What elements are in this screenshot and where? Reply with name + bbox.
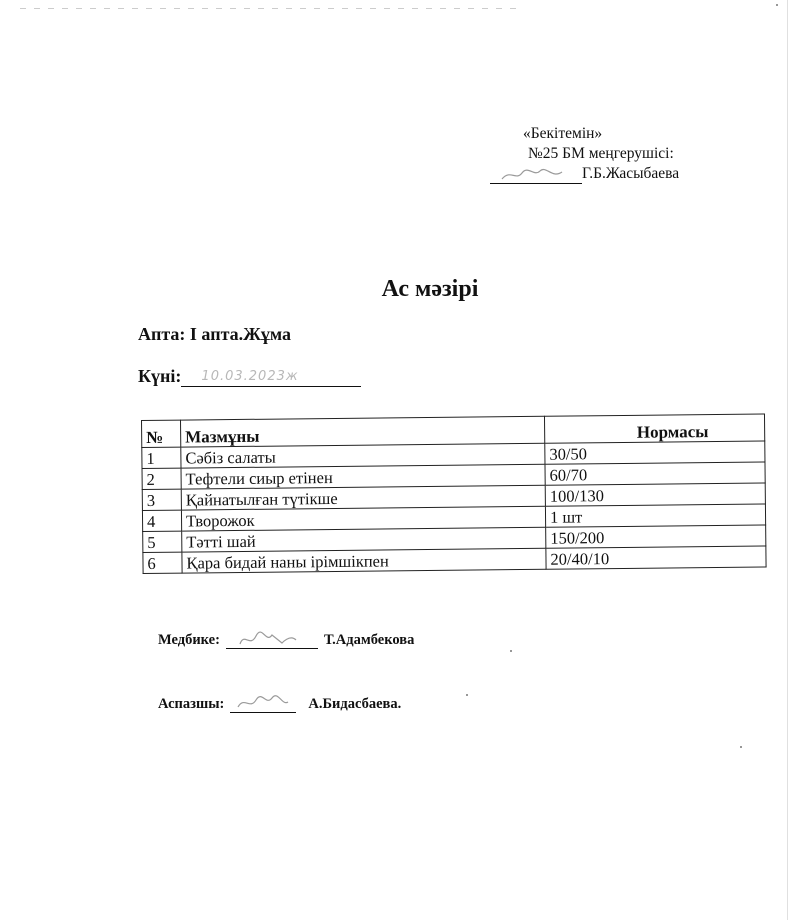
header-no: № xyxy=(142,420,181,447)
row-name: Творожок xyxy=(181,506,545,531)
row-norm: 100/130 xyxy=(545,483,765,506)
scan-artifact-edge xyxy=(787,0,788,920)
approval-name: Г.Б.Жасыбаева xyxy=(582,165,680,182)
approval-title: «Бекітемін» xyxy=(523,125,603,142)
cook-signature-row xyxy=(158,694,401,713)
nurse-signature xyxy=(226,630,318,649)
row-no: 1 xyxy=(142,447,181,468)
signature-scrawl-icon xyxy=(230,694,296,712)
row-norm: 20/40/10 xyxy=(546,546,766,569)
date-field xyxy=(181,366,361,387)
signature-scrawl-icon xyxy=(226,630,318,648)
row-no: 5 xyxy=(143,531,182,552)
day-row xyxy=(138,366,361,387)
day-label: Күні: xyxy=(138,366,182,386)
nurse-label: Медбике: xyxy=(158,632,220,648)
cook-name: А.Бидасбаева. xyxy=(308,696,402,712)
row-name: Тефтели сиыр етінен xyxy=(181,464,545,489)
scan-speck xyxy=(510,650,512,652)
page-title: Ас мәзірі xyxy=(381,276,479,302)
row-name: Қайнатылған түтікше xyxy=(181,485,545,510)
row-no: 4 xyxy=(142,510,181,531)
signature-scrawl-icon xyxy=(490,165,582,183)
row-norm: 150/200 xyxy=(546,525,766,548)
approval-block xyxy=(490,124,720,184)
scan-speck xyxy=(740,746,742,748)
row-no: 6 xyxy=(143,552,182,573)
cook-label: Аспазшы: xyxy=(158,696,225,712)
scan-artifact-top xyxy=(20,8,520,9)
row-name: Қара бидай наны ірімшікпен xyxy=(182,548,546,573)
row-norm: 60/70 xyxy=(545,462,765,485)
approval-signature-row xyxy=(490,164,720,184)
row-no: 3 xyxy=(142,489,181,510)
scan-speck xyxy=(776,4,778,6)
nurse-signature-row xyxy=(158,630,414,649)
nurse-name: Т.Адамбекова xyxy=(323,632,415,648)
cook-signature xyxy=(230,694,296,713)
date-handwritten: 10.03.2023ж xyxy=(201,369,299,384)
row-norm: 1 шт xyxy=(545,504,765,527)
scan-speck xyxy=(466,694,468,696)
header-norm: Нормасы xyxy=(544,414,764,443)
menu-table xyxy=(141,413,767,574)
row-name: Сәбіз салаты xyxy=(181,443,545,468)
row-no: 2 xyxy=(142,468,181,489)
approval-signature xyxy=(490,165,582,184)
row-norm: 30/50 xyxy=(545,441,765,464)
approval-position: №25 БМ меңгерушісі: xyxy=(528,145,674,162)
header-name: Мазмұны xyxy=(181,416,545,447)
row-name: Тәтті шай xyxy=(182,527,546,552)
week-label: Апта: І апта.Жұма xyxy=(138,324,292,344)
